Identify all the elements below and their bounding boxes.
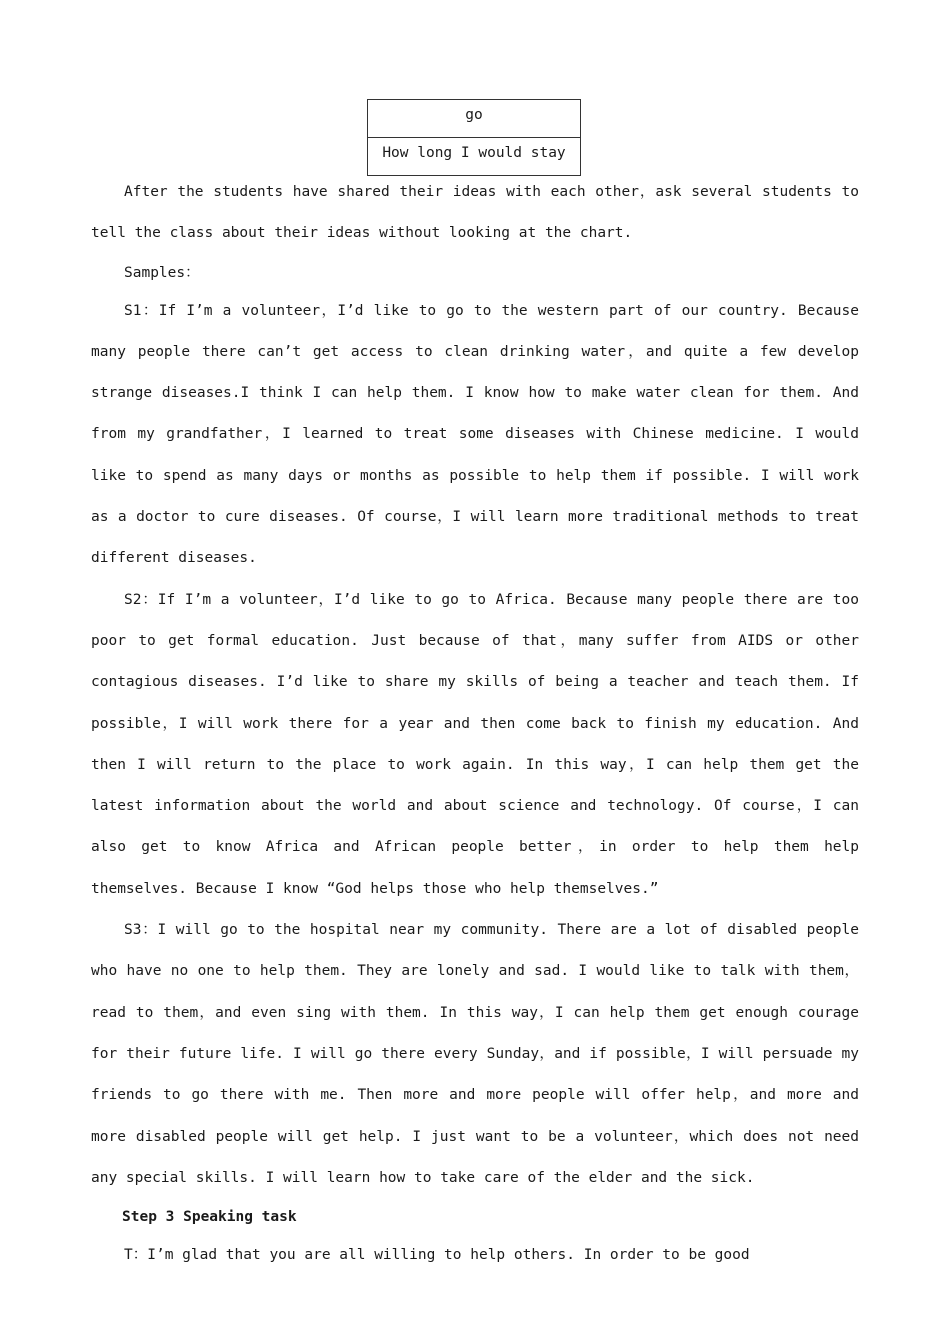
document-body bbox=[91, 172, 859, 1276]
intro-paragraph: After the students have shared their ideas with each other，ask several students to tell the class about their ideas without looking at the chart. bbox=[91, 184, 859, 242]
step-3-heading: Step 3 Speaking task bbox=[122, 1209, 297, 1226]
sample-s2-paragraph: S2：If I’m a volunteer，I’d like to go to Africa. Because many people there are too poor to get formal education. Just because of that，many suffer from AIDS or other contagious diseases. I’d like to share my skills of being a teacher and teach them. If possible，I will work there for a year and then come back to finish my education. And then I will return to the place to work again. In this way，I can help them get the latest information about the world and about science and technology. Of course，I can also get to know Africa and African people better，in order to help them help themselves. Because I know “God helps those who help themselves.” bbox=[91, 591, 859, 897]
chart-row-duration: How long I would stay bbox=[368, 137, 580, 175]
chart-table bbox=[367, 99, 581, 176]
samples-label: Samples： bbox=[124, 264, 200, 281]
teacher-paragraph: T：I’m glad that you are all willing to help others. In order to be good bbox=[124, 1247, 750, 1264]
chart-row-go: go bbox=[465, 107, 483, 123]
sample-s3-paragraph: S3：I will go to the hospital near my community. There are a lot of disabled people who have no one to help them. They are lonely and sad. I would like to talk with them，read to them，and even sing with them. In this way，I can help them get enough courage for their future life. I will go there every Sunday，and if possible，I will persuade my friends to go there with me. Then more and more people will offer help，and more and more disabled people will get help. I just want to be a volunteer，which does not need any special skills. I will learn how to take care of the elder and the sick. bbox=[91, 922, 859, 1186]
sample-s1-paragraph: S1：If I’m a volunteer，I’d like to go to the western part of our country. Because many people there can’t get access to clean drinking water，and quite a few develop strange diseases.I think I can help them. I know how to make water clean for them. And from my grandfather，I learned to treat some diseases with Chinese medicine. I would like to spend as many days or months as possible to help them if possible. I will work as a doctor to cure diseases. Of course，I will learn more traditional methods to treat different diseases. bbox=[91, 302, 859, 567]
